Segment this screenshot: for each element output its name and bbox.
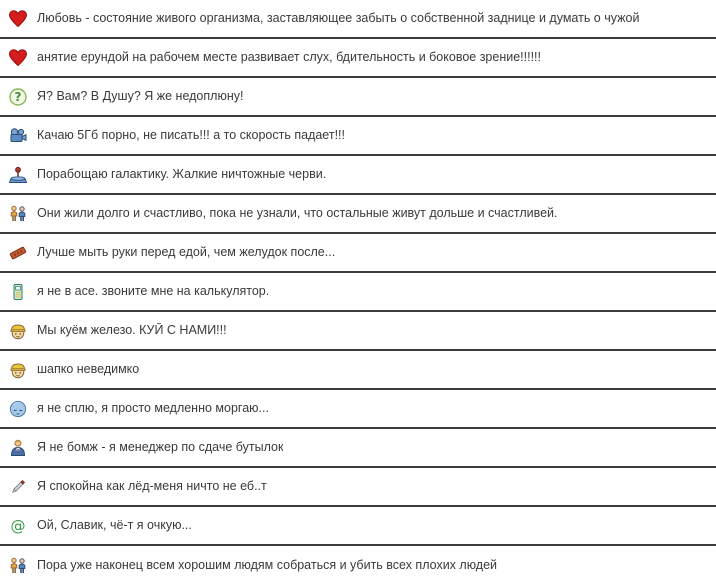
brick-icon bbox=[8, 243, 28, 263]
status-text: анятие ерундой на рабочем месте развивает слух, бдительность и боковое зрение!!!!!! bbox=[37, 50, 542, 64]
svg-text:@: @ bbox=[10, 516, 26, 535]
status-text: Пора уже наконец всем хорошим людям собраться и убить всех плохих людей bbox=[37, 558, 498, 572]
couple-icon bbox=[8, 204, 28, 224]
svg-text:?: ? bbox=[14, 89, 22, 104]
status-text: я не сплю, я просто медленно моргаю... bbox=[37, 401, 269, 415]
status-text: Ой, Славик, чё-т я очкую... bbox=[37, 518, 192, 532]
status-row bbox=[0, 117, 716, 156]
status-text: Я? Вам? В Душу? Я же недоплюну! bbox=[37, 89, 244, 103]
status-row bbox=[0, 507, 716, 546]
status-row bbox=[0, 546, 716, 585]
status-text: Мы куём железо. КУЙ С НАМИ!!! bbox=[37, 323, 227, 337]
status-row bbox=[0, 234, 716, 273]
couple-icon bbox=[8, 556, 28, 576]
at-sign-icon bbox=[8, 516, 28, 536]
pen-icon bbox=[8, 477, 28, 497]
status-row bbox=[0, 351, 716, 390]
status-row bbox=[0, 390, 716, 429]
status-text: Они жили долго и счастливо, пока не узнали, что остальные живут дольше и счастливей. bbox=[37, 206, 558, 220]
movie-camera-icon bbox=[8, 126, 28, 146]
status-text: Любовь - состояние живого организма, заставляющее забыть о собственной заднице и думать о чужой bbox=[37, 11, 640, 25]
status-text: я не в асе. звоните мне на калькулятор. bbox=[37, 284, 270, 298]
status-row bbox=[0, 195, 716, 234]
status-row bbox=[0, 39, 716, 78]
status-row bbox=[0, 312, 716, 351]
status-text: Порабощаю галактику. Жалкие ничтожные черви. bbox=[37, 167, 327, 181]
builder-icon bbox=[8, 321, 28, 341]
businessman-icon bbox=[8, 438, 28, 458]
joystick-icon bbox=[8, 165, 28, 185]
heart-icon bbox=[8, 48, 28, 68]
status-text: Качаю 5Гб порно, не писать!!! а то скорость падает!!! bbox=[37, 128, 345, 142]
status-text: Я не бомж - я менеджер по сдаче бутылок bbox=[37, 440, 284, 454]
phone-icon bbox=[8, 282, 28, 302]
sleepy-face-icon bbox=[8, 399, 28, 419]
status-row bbox=[0, 0, 716, 39]
status-row bbox=[0, 156, 716, 195]
status-row bbox=[0, 429, 716, 468]
builder-icon bbox=[8, 360, 28, 380]
heart-icon bbox=[8, 9, 28, 29]
question-icon bbox=[8, 87, 28, 107]
status-text: Лучше мыть руки перед едой, чем желудок после... bbox=[37, 245, 336, 259]
status-text: Я спокойна как лёд-меня ничто не еб..т bbox=[37, 479, 267, 493]
status-row bbox=[0, 78, 716, 117]
status-text: шапко неведимко bbox=[37, 362, 140, 376]
status-row bbox=[0, 468, 716, 507]
status-row bbox=[0, 273, 716, 312]
